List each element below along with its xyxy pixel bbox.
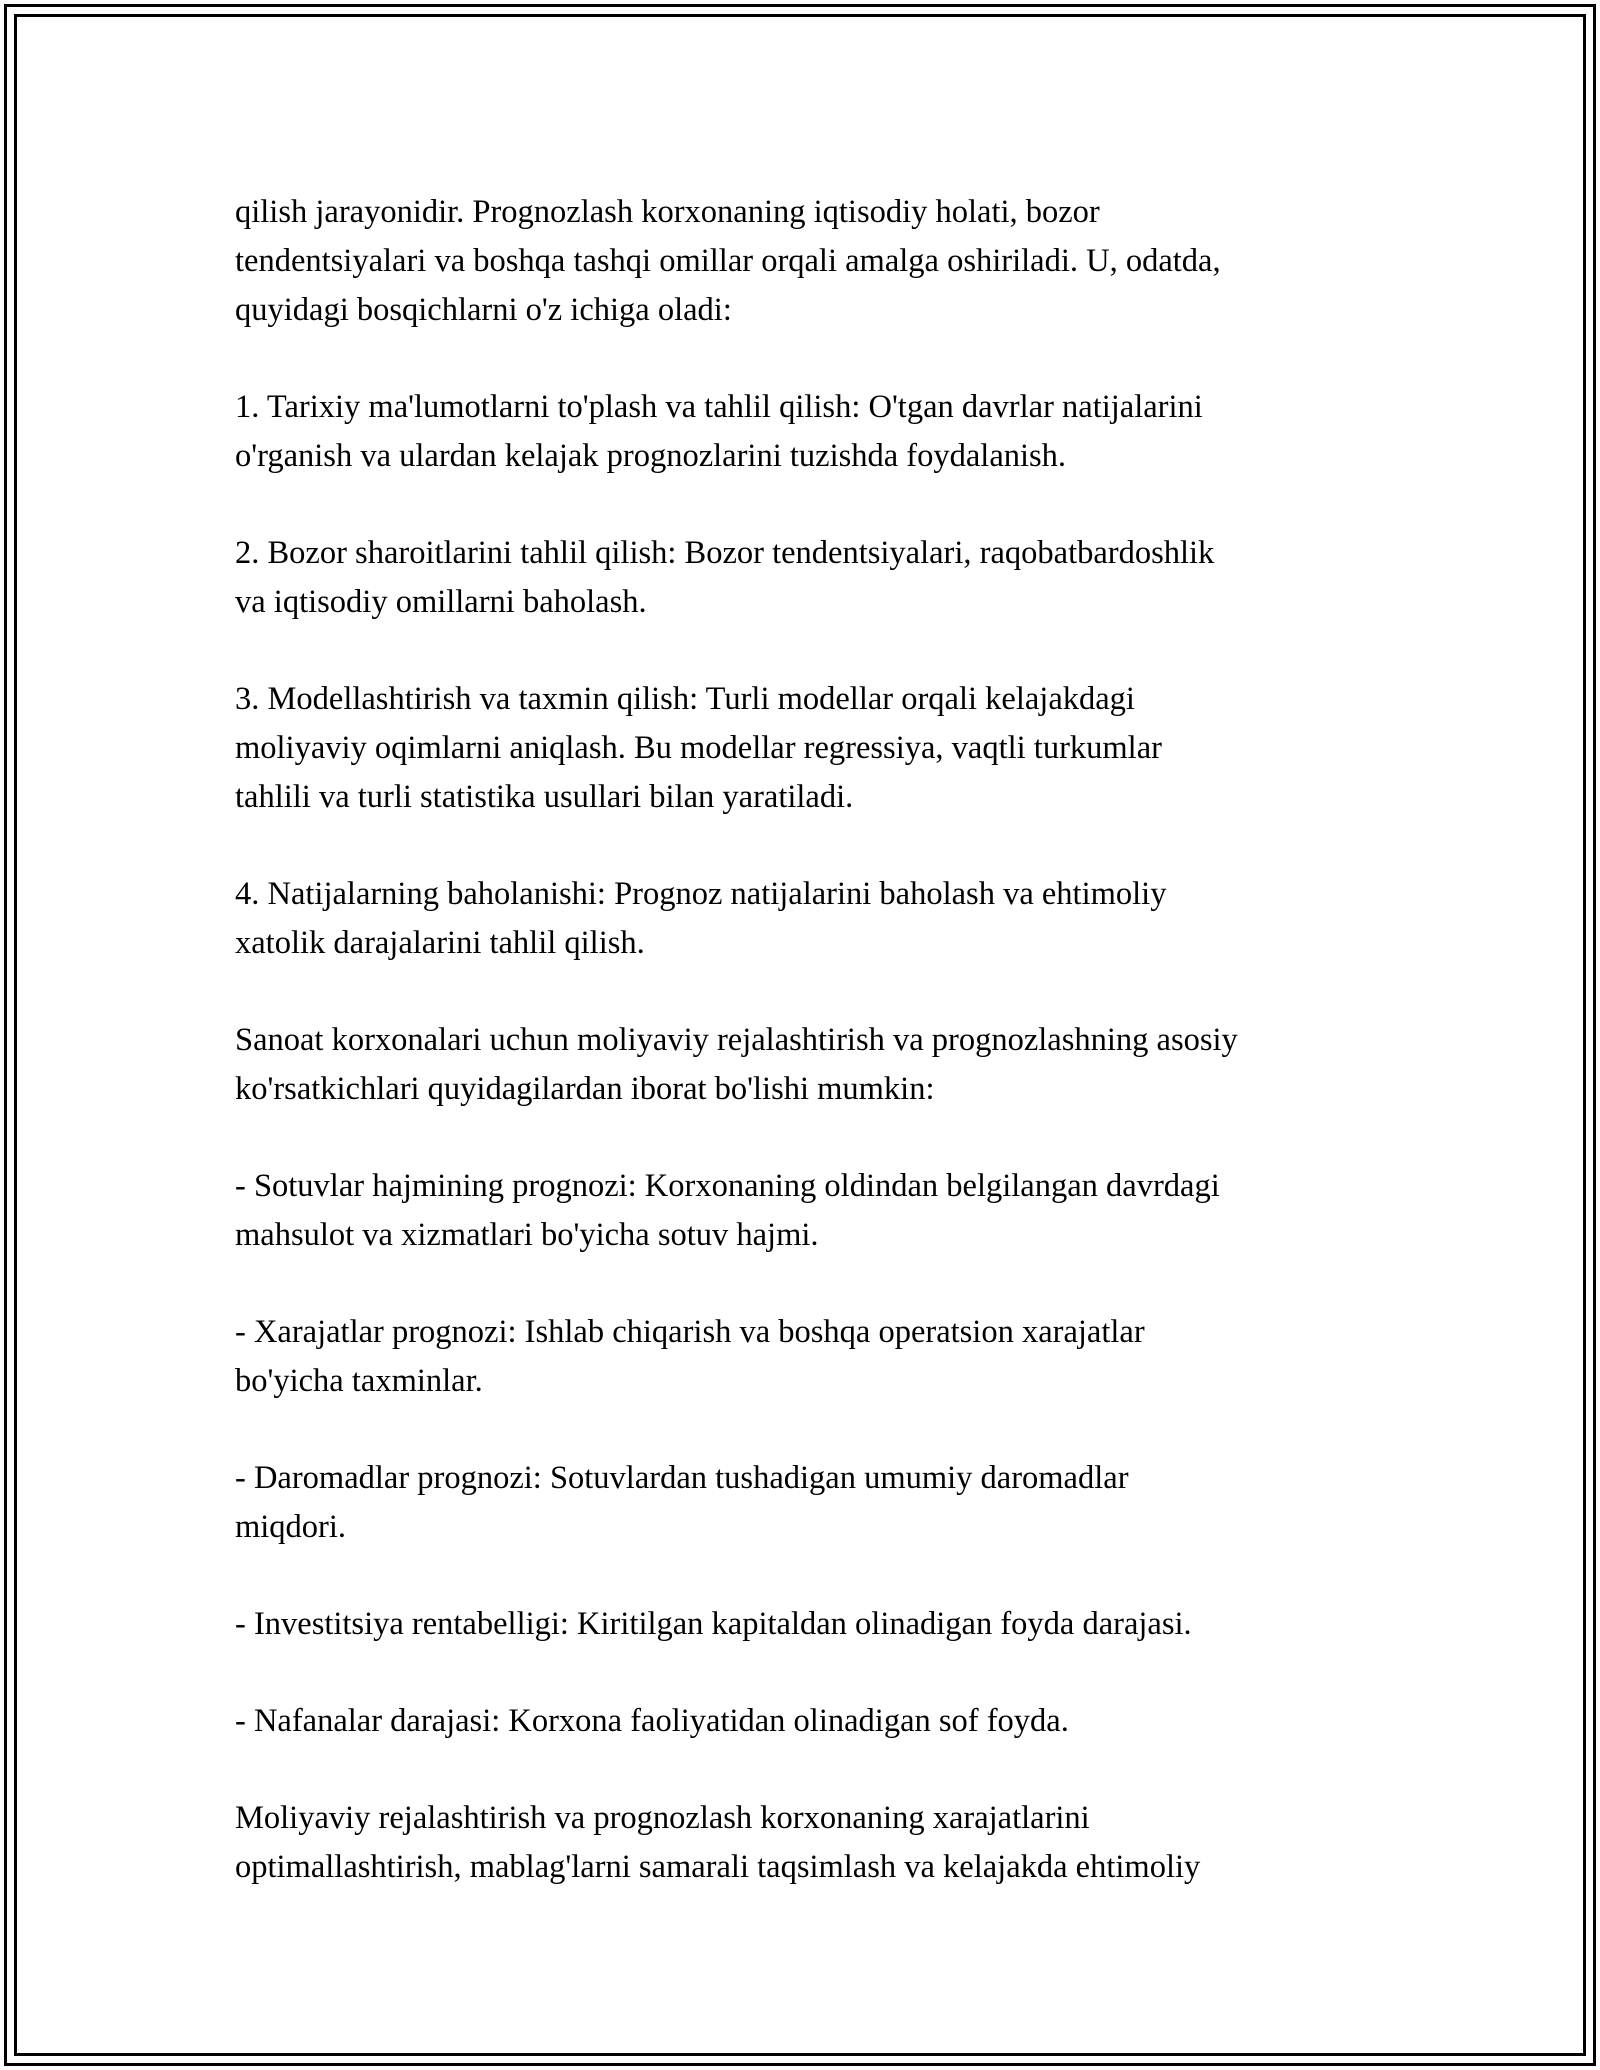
text-line: - Sotuvlar hajmining prognozi: Korxonaning oldindan belgilangan davrdagi (235, 1168, 1220, 1204)
paragraph (235, 675, 1385, 822)
text-line: - Xarajatlar prognozi: Ishlab chiqarish va boshqa operatsion xarajatlar (235, 1314, 1145, 1350)
paragraph (235, 1794, 1385, 1892)
text-line: qilish jarayonidir. Prognozlash korxonaning iqtisodiy holati, bozor (235, 194, 1100, 230)
text-line: va iqtisodiy omillarni baholash. (235, 584, 647, 620)
paragraph (235, 188, 1385, 335)
document-body (235, 188, 1385, 1940)
paragraph (235, 1162, 1385, 1260)
text-line: tahlili va turli statistika usullari bilan yaratiladi. (235, 779, 854, 815)
text-line: mahsulot va xizmatlari bo'yicha sotuv hajmi. (235, 1217, 819, 1253)
paragraph (235, 1016, 1385, 1114)
text-line: 2. Bozor sharoitlarini tahlil qilish: Bozor tendentsiyalari, raqobatbardoshlik (235, 535, 1215, 571)
paragraph (235, 1308, 1385, 1406)
text-line: 4. Natijalarning baholanishi: Prognoz natijalarini baholash va ehtimoliy (235, 876, 1167, 912)
text-line: 1. Tarixiy ma'lumotlarni to'plash va tahlil qilish: O'tgan davrlar natijalarini (235, 389, 1203, 425)
text-line: 3. Modellashtirish va taxmin qilish: Turli modellar orqali kelajakdagi (235, 681, 1135, 717)
paragraph (235, 1697, 1385, 1746)
text-line: ko'rsatkichlari quyidagilardan iborat bo'lishi mumkin: (235, 1071, 935, 1107)
text-line: - Daromadlar prognozi: Sotuvlardan tushadigan umumiy daromadlar (235, 1460, 1129, 1496)
paragraph (235, 383, 1385, 481)
text-line: Moliyaviy rejalashtirish va prognozlash korxonaning xarajatlarini (235, 1800, 1090, 1836)
text-line: - Investitsiya rentabelligi: Kiritilgan kapitaldan olinadigan foyda darajasi. (235, 1606, 1192, 1642)
text-line: bo'yicha taxminlar. (235, 1363, 483, 1399)
paragraph (235, 1454, 1385, 1552)
text-line: miqdori. (235, 1509, 347, 1545)
text-line: o'rganish va ulardan kelajak prognozlarini tuzishda foydalanish. (235, 438, 1067, 474)
text-line: moliyaviy oqimlarni aniqlash. Bu modellar regressiya, vaqtli turkumlar (235, 730, 1162, 766)
text-line: optimallashtirish, mablag'larni samarali taqsimlash va kelajakda ehtimoliy (235, 1849, 1201, 1885)
paragraph (235, 870, 1385, 968)
text-line: quyidagi bosqichlarni o'z ichiga oladi: (235, 292, 732, 328)
text-line: - Nafanalar darajasi: Korxona faoliyatidan olinadigan sof foyda. (235, 1703, 1069, 1739)
paragraph (235, 529, 1385, 627)
text-line: tendentsiyalari va boshqa tashqi omillar orqali amalga oshiriladi. U, odatda, (235, 243, 1221, 279)
text-line: Sanoat korxonalari uchun moliyaviy rejalashtirish va prognozlashning asosiy (235, 1022, 1238, 1058)
paragraph (235, 1600, 1385, 1649)
text-line: xatolik darajalarini tahlil qilish. (235, 925, 645, 961)
